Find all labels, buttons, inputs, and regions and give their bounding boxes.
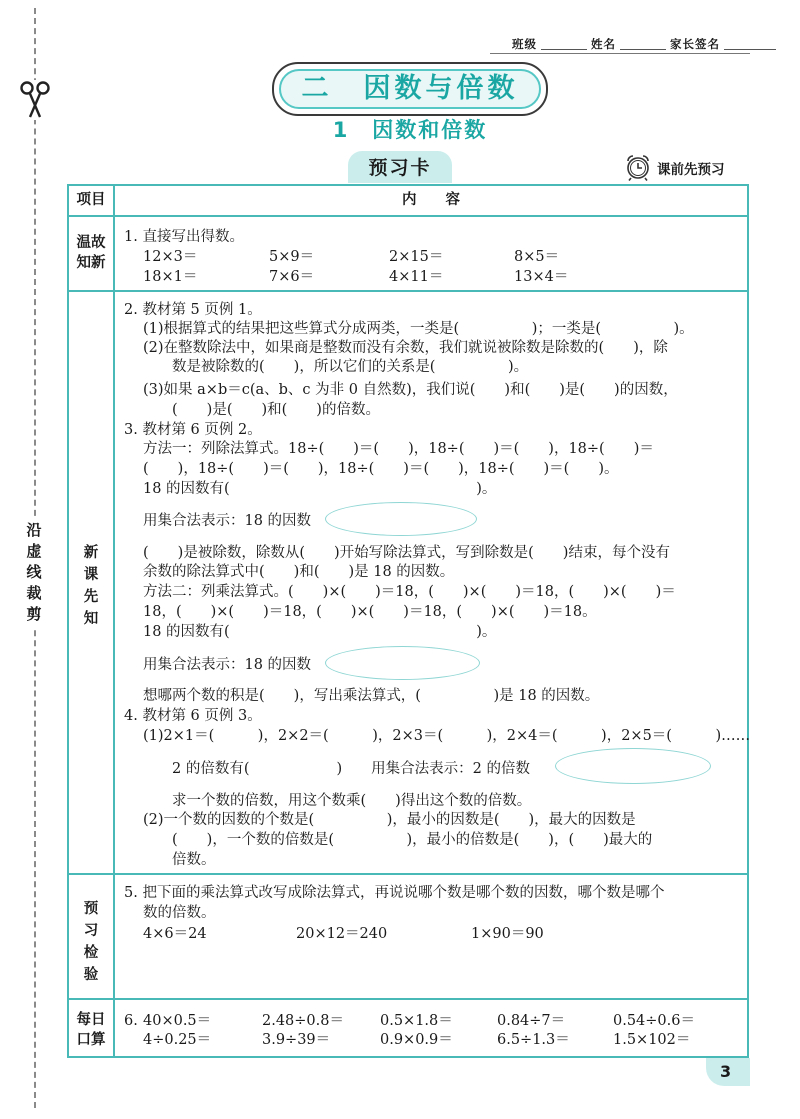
multiplication-equation: 20×12＝240 [296,926,388,942]
factor-set-ellipse[interactable] [325,646,480,680]
row-head-daily-mental-math: 每日 口算 [76,1012,106,1048]
page-number-tab [706,1058,750,1086]
factors-of-18-line: 18 的因数有( )。 [143,624,497,640]
question-4-part-2-cont: ( )，一个数的倍数是( )，最小的倍数是( )，( )最大的 [172,832,653,848]
question-5-title-cont: 数的倍数。 [143,905,216,921]
question-2-title: 2. 教材第 5 页例 1。 [124,302,262,318]
question-2-part-3-cont: ( )是( )和( )的倍数。 [172,402,380,418]
review-problem: 2×15＝ [389,249,444,265]
row-head-review: 温故 知新 [76,235,106,271]
review-problem: 12×3＝ [143,249,198,265]
row-divider [67,873,749,875]
question-2-part-2: (2)在整数除法中，如果商是整数而没有余数，我们就说被除数是除数的( )，除 [143,340,668,356]
factors-of-18-line: 18 的因数有( )。 [143,481,497,497]
method-two-cont: 18，( )×( )＝18，( )×( )＝18，( )×( )＝18。 [143,604,597,620]
mental-math-problem: 4÷0.25＝ [143,1032,212,1048]
multiples-of-2-line: (1)2×1＝( )，2×2＝( )，2×3＝( )，2×4＝( )，2×5＝( )…… [143,728,751,744]
header-divider [490,53,750,54]
method-one-cont: ( )，18÷( )＝( )，18÷( )＝( )，18÷( )＝( )。 [143,461,619,477]
question-2-part-3: (3)如果 a×b＝c(a、b、c 为非 0 自然数)，我们说( )和( )是( )的因数， [143,382,678,398]
mental-math-problem: 2.48÷0.8＝ [262,1013,344,1029]
row-head-preview-check: 预 习 检 验 [83,901,99,983]
multiples-of-2-set-line: 2 的倍数有( ) 用集合法表示：2 的倍数 [172,761,530,777]
chapter-title: 二 因数与倍数 [301,73,519,104]
class-label: 班级 [512,37,537,51]
question-4-part-2: (2)一个数的因数的个数是( )，最小的因数是( )，最大的因数是 [143,812,636,828]
method-one-explain-cont: 余数的除法算式中( )和( )是 18 的因数。 [143,564,455,580]
question-6-number: 6. [124,1013,138,1029]
name-label: 姓名 [591,37,616,51]
set-notation-label: 用集合法表示：18 的因数 [143,513,312,529]
mental-math-problem: 0.54÷0.6＝ [613,1013,695,1029]
cut-instruction: 沿 虚 线 裁 剪 [24,518,44,627]
section-title: 1 因数和倍数 [332,118,488,142]
row-divider [67,215,749,217]
review-question-title: 1. 直接写出得数。 [124,229,244,245]
review-problem: 8×5＝ [514,249,560,265]
mental-math-problem: 1.5×102＝ [613,1032,691,1048]
review-problem: 7×6＝ [269,269,315,285]
question-3-title: 3. 教材第 6 页例 2。 [124,422,262,438]
factor-set-ellipse[interactable] [325,502,477,536]
card-label: 预习卡 [368,157,432,179]
parent-signature-label: 家长签名 [670,37,720,51]
class-blank[interactable] [541,49,587,50]
row-head-new-lesson: 新 课 先 知 [83,545,99,627]
column-header-content: 内 容 [402,192,460,208]
mental-math-problem: 40×0.5＝ [143,1013,212,1029]
multiple-set-ellipse[interactable] [555,748,711,784]
mental-math-problem: 0.5×1.8＝ [380,1013,453,1029]
question-5-title: 5. 把下面的乘法算式改写成除法算式，再说说哪个数是哪个数的因数，哪个数是哪个 [124,885,665,901]
multiplication-equation: 1×90＝90 [471,926,544,942]
question-2-part-1: (1)根据算式的结果把这些算式分成两类，一类是( )；一类是( )。 [143,321,694,337]
multiplication-equation: 4×6＝24 [143,926,207,942]
question-4-part-2-end: 倍数。 [172,852,216,868]
row-divider [67,290,749,292]
scissors-icon [18,80,52,120]
signature-blank[interactable] [724,49,776,50]
preview-label: 课前先预习 [657,162,725,178]
review-problem: 5×9＝ [269,249,315,265]
review-problem: 18×1＝ [143,269,198,285]
mental-math-problem: 3.9÷39＝ [262,1032,331,1048]
review-problem: 4×11＝ [389,269,444,285]
mental-math-problem: 6.5÷1.3＝ [497,1032,570,1048]
page-number: 3 [720,1062,732,1081]
column-divider [113,184,115,1058]
mental-math-problem: 0.9×0.9＝ [380,1032,453,1048]
alarm-clock-icon [623,152,653,182]
row-divider [67,998,749,1000]
student-info-fields [512,36,780,52]
name-blank[interactable] [620,49,666,50]
column-header-item: 项目 [76,192,106,208]
method-one-explain: ( )是被除数，除数从( )开始写除法算式，写到除数是( )结束，每个没有 [143,545,670,561]
question-2-part-2-cont: 数是被除数的( )，所以它们的关系是( )。 [172,359,529,375]
question-4-title: 4. 教材第 6 页例 3。 [124,708,262,724]
review-problem: 13×4＝ [514,269,569,285]
multiple-rule: 求一个数的倍数，用这个数乘( )得出这个数的倍数。 [172,793,532,809]
method-two-explain: 想哪两个数的积是( )，写出乘法算式，( )是 18 的因数。 [143,688,600,704]
mental-math-problem: 0.84÷7＝ [497,1013,566,1029]
method-two: 方法二：列乘法算式。( )×( )＝18，( )×( )＝18，( )×( )＝ [143,584,676,600]
method-one: 方法一：列除法算式。18÷( )＝( )，18÷( )＝( )，18÷( )＝ [143,441,654,457]
set-notation-label: 用集合法表示：18 的因数 [143,657,312,673]
